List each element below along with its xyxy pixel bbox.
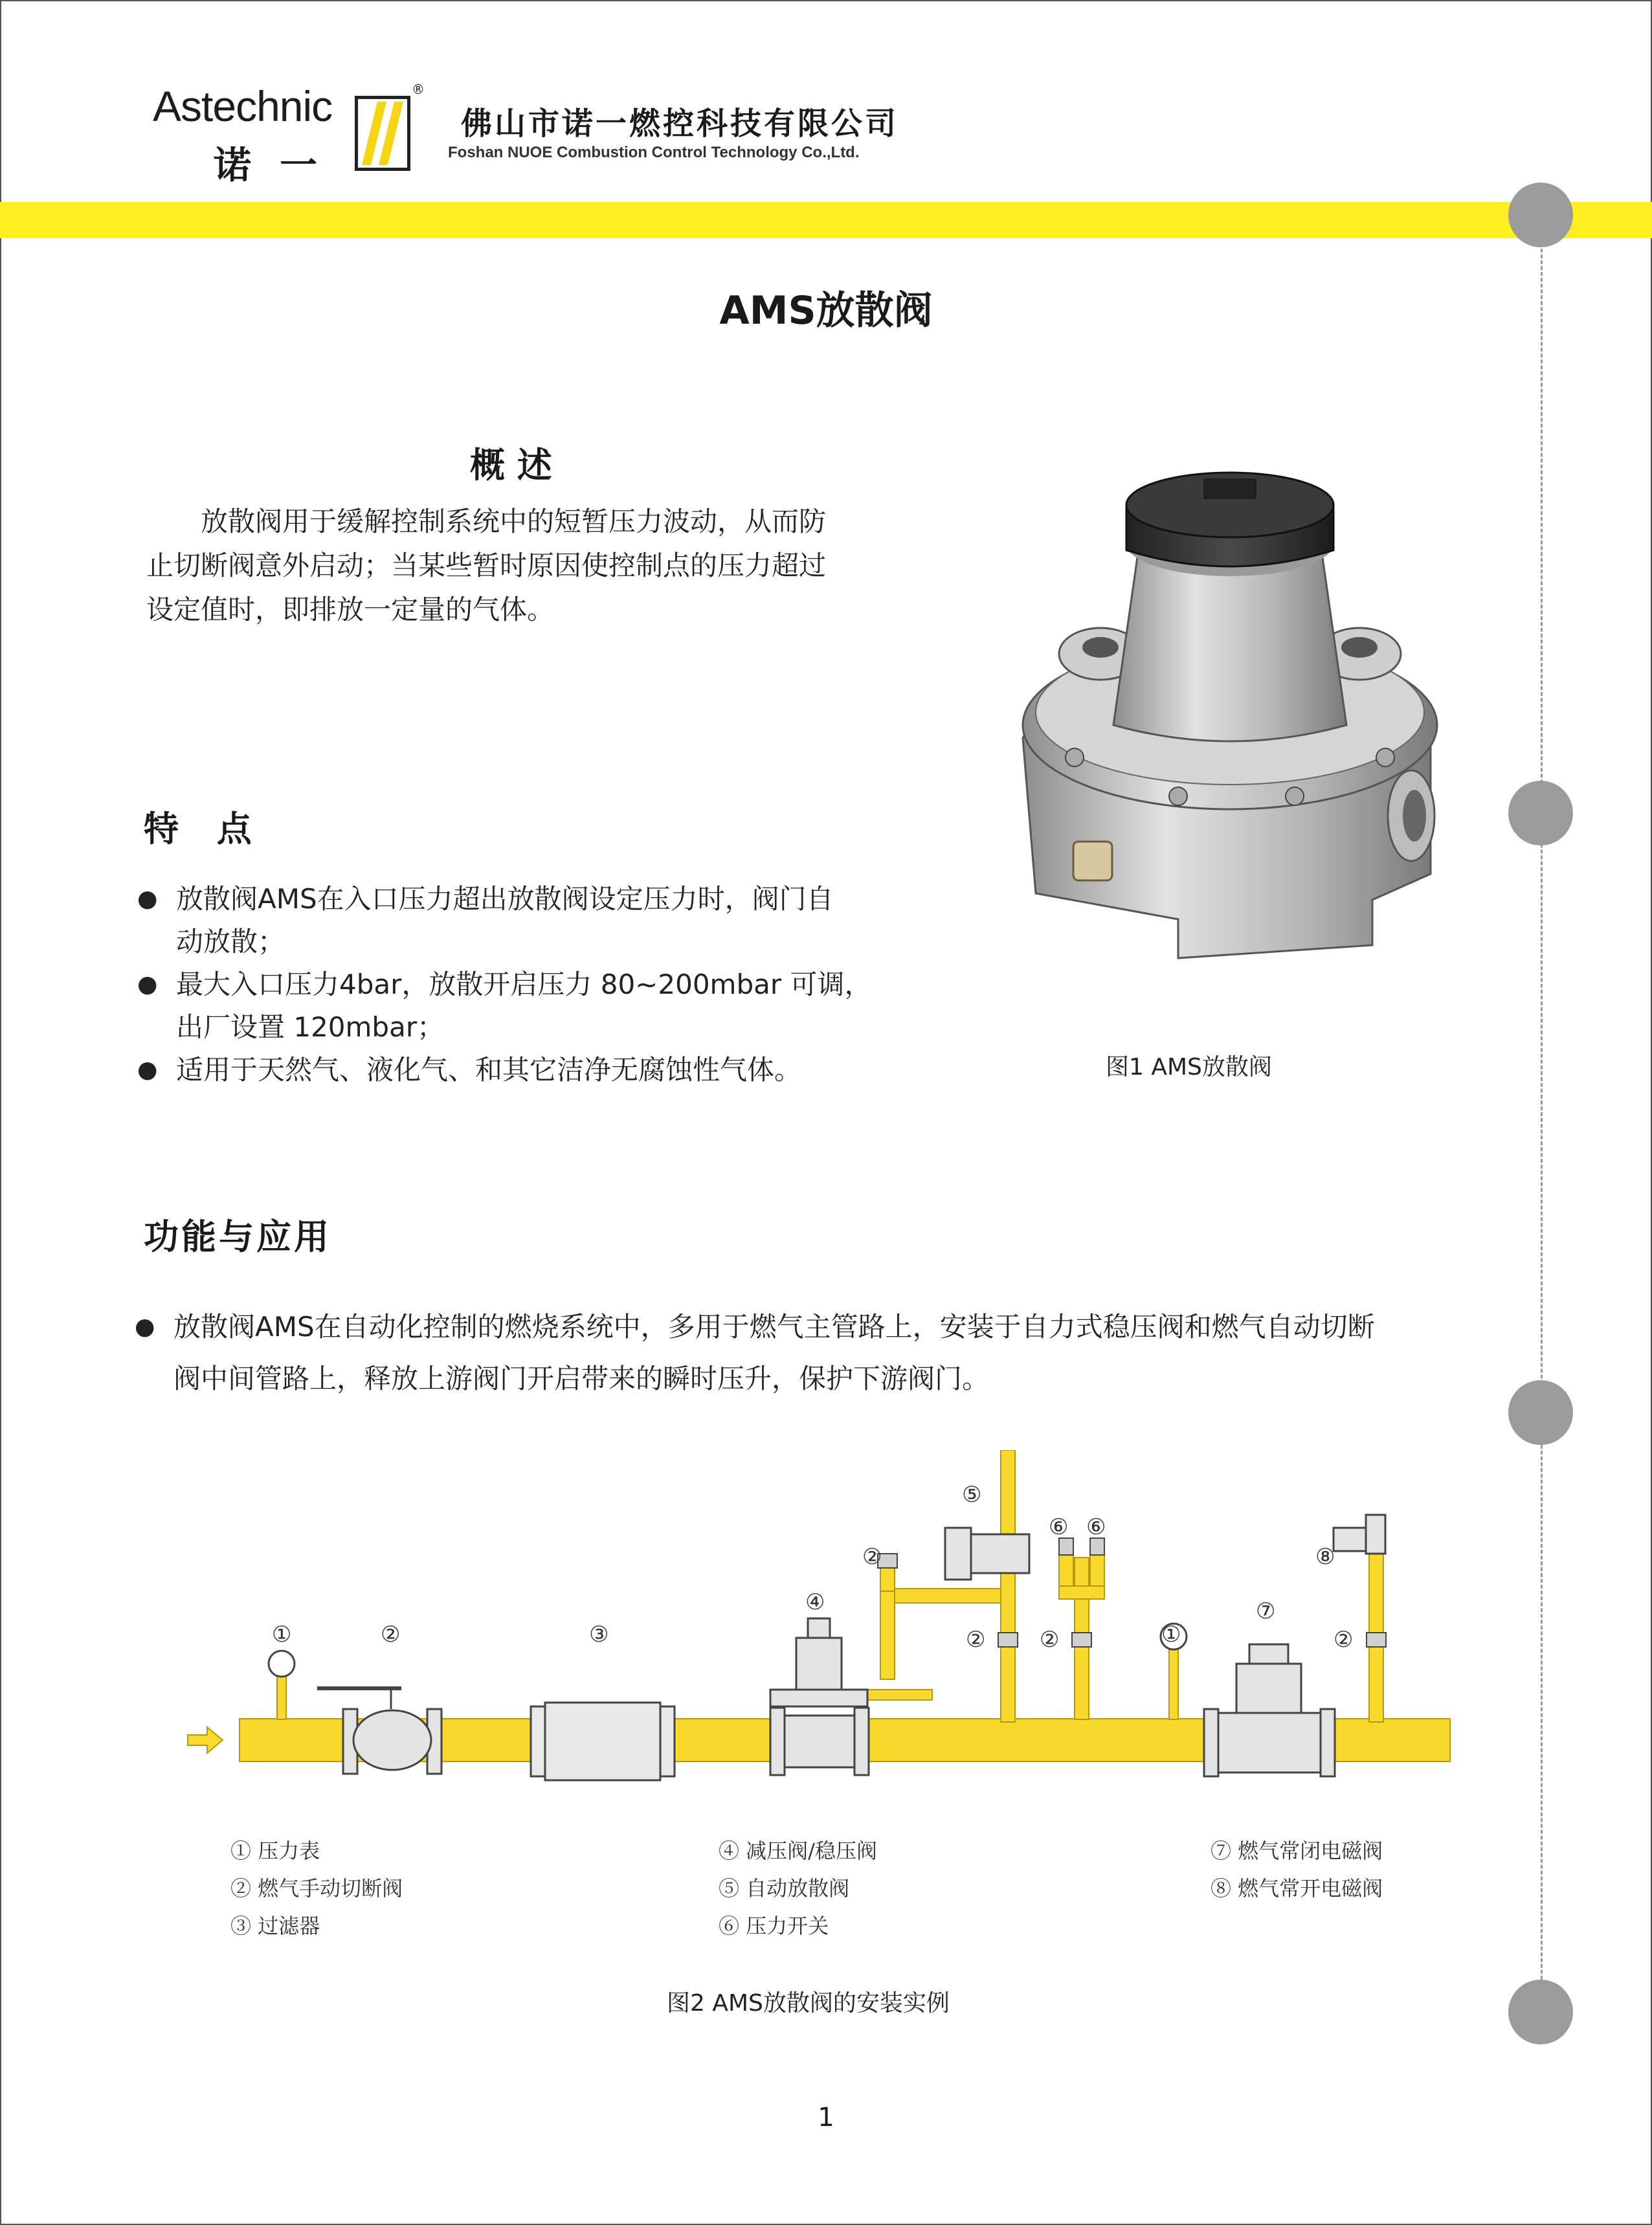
features-heading: 特 点 — [144, 809, 265, 849]
diagram-label: ② — [381, 1622, 401, 1648]
diagram-label: ① — [1161, 1622, 1181, 1648]
company-name-en: Foshan NUOE Combustion Control Technology Co.,Ltd. — [448, 144, 860, 161]
diagram-label: ① — [272, 1622, 292, 1648]
diagram-label: ⑦ — [1256, 1598, 1276, 1624]
feature-line: ● 放散阀AMS在入口压力超出放散阀设定压力时，阀门自 — [176, 883, 834, 915]
installation-diagram — [168, 1450, 1463, 1813]
features-list — [137, 878, 946, 1091]
diagram-label: ④ — [805, 1589, 825, 1615]
function-line: 阀中间管路上，释放上游阀门开启带来的瞬时压升，保护下游阀门。 — [173, 1363, 990, 1394]
legend-column — [1211, 1832, 1383, 1907]
legend-column — [719, 1832, 877, 1945]
overview-line: 止切断阀意外启动；当某些暂时原因使控制点的压力超过 — [146, 550, 827, 581]
legend-item: ① 压力表 — [230, 1839, 320, 1863]
page-title: AMS放散阀 — [719, 288, 933, 333]
legend-item: ⑤ 自动放散阀 — [719, 1876, 850, 1901]
list-item — [135, 1301, 1526, 1405]
binder-hole-circle — [1508, 183, 1573, 247]
overview-heading: 概 述 — [470, 445, 552, 486]
diagram-label: ⑥ — [1086, 1514, 1106, 1540]
brand-logo-en: Astechnic — [153, 82, 333, 130]
ams-valve-image — [1010, 453, 1450, 984]
legend-item: ⑧ 燃气常开电磁阀 — [1211, 1876, 1383, 1901]
overview-line: 设定值时，即排放一定量的气体。 — [146, 594, 555, 625]
list-item — [137, 963, 946, 1049]
header-accent-bar — [0, 202, 1652, 238]
diagram-label: ② — [966, 1627, 986, 1653]
feature-line: ● 最大入口压力4bar，放散开启压力 80~200mbar 可调， — [176, 968, 872, 1000]
binder-hole-circle — [1508, 781, 1573, 845]
overview-paragraph — [146, 500, 923, 632]
diagram-label: ⑤ — [962, 1482, 982, 1508]
legend-item: ⑥ 压力开关 — [719, 1914, 829, 1938]
page-number: 1 — [818, 2103, 834, 2132]
legend-item: ④ 减压阀/稳压阀 — [719, 1839, 877, 1863]
company-name-cn: 佛山市诺一燃控科技有限公司 — [461, 106, 899, 142]
list-item — [137, 1049, 946, 1091]
feature-line: 出厂设置 120mbar； — [176, 1011, 445, 1043]
figure2-caption: 图2 AMS放散阀的安装实例 — [667, 1990, 950, 2017]
feature-line: ● 适用于天然气、液化气、和其它洁净无腐蚀性气体。 — [176, 1054, 802, 1086]
legend-item: ③ 过滤器 — [230, 1914, 320, 1938]
legend-column — [230, 1832, 403, 1945]
function-heading: 功能与应用 — [144, 1216, 331, 1257]
overview-line: 放散阀用于缓解控制系统中的短暂压力波动，从而防 — [201, 506, 827, 537]
diagram-label: ⑥ — [1049, 1514, 1069, 1540]
diagram-label: ② — [1040, 1627, 1060, 1653]
legend-item: ② 燃气手动切断阀 — [230, 1876, 403, 1901]
diagram-label: ② — [862, 1544, 882, 1570]
binder-hole-circle — [1508, 1980, 1573, 2044]
legend-item: ⑦ 燃气常闭电磁阀 — [1211, 1839, 1383, 1863]
feature-line: 动放散； — [176, 926, 285, 957]
logo-mark-icon — [355, 96, 410, 171]
function-list — [135, 1301, 1526, 1405]
diagram-label: ② — [1334, 1627, 1354, 1653]
diagram-label: ③ — [589, 1622, 609, 1648]
figure1-caption: 图1 AMS放散阀 — [1106, 1054, 1272, 1080]
registered-mark: ® — [412, 82, 425, 97]
brand-logo-cn: 诺一 — [214, 143, 346, 187]
diagram-label: ⑧ — [1315, 1544, 1335, 1570]
binding-dashed-line — [1541, 214, 1543, 2026]
list-item — [137, 878, 946, 963]
function-line: ● 放散阀AMS在自动化控制的燃烧系统中，多用于燃气主管路上，安装于自力式稳压阀和燃气自动切断 — [173, 1311, 1375, 1343]
